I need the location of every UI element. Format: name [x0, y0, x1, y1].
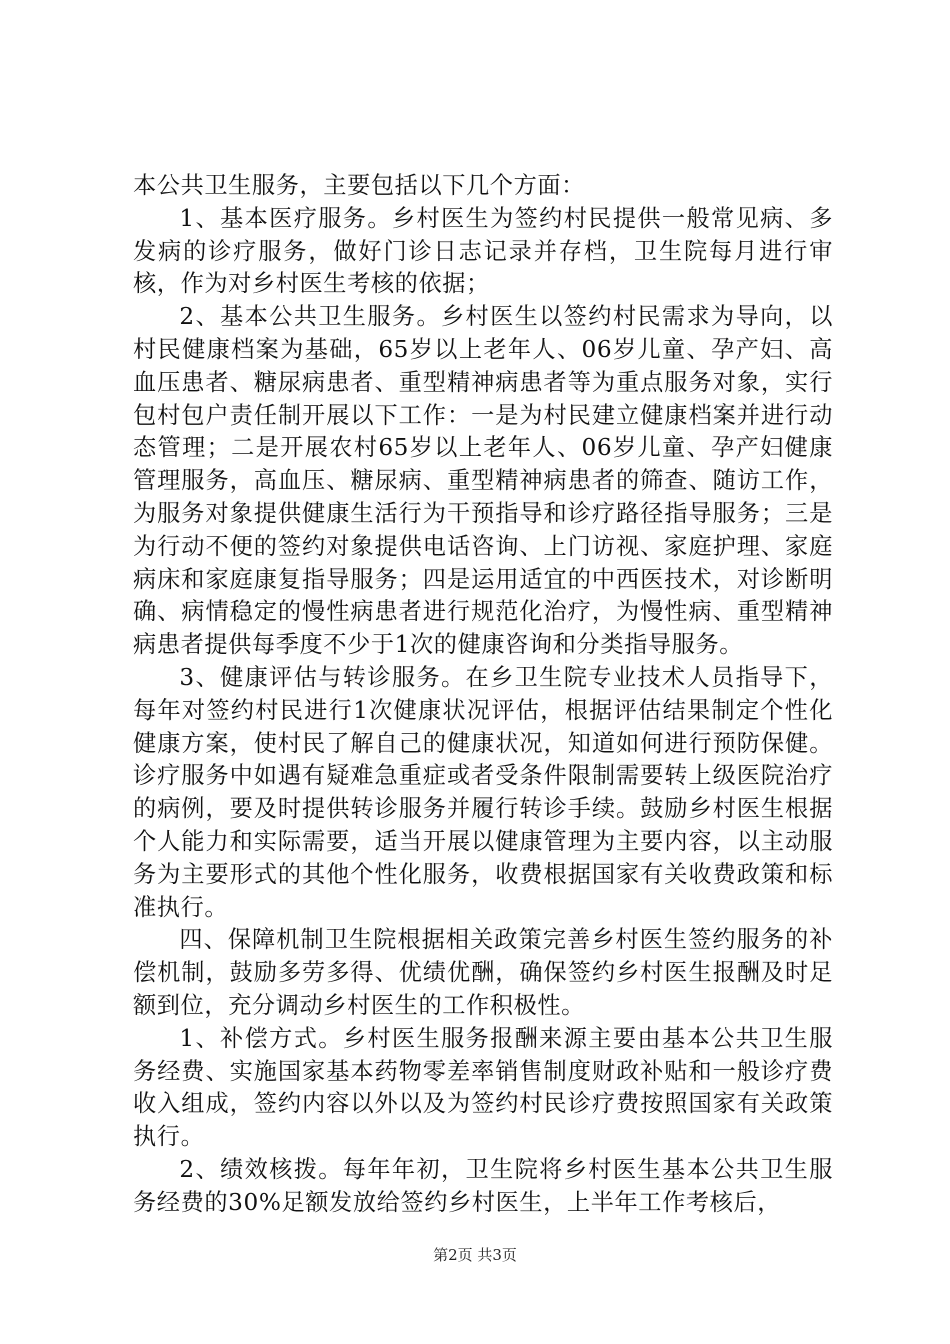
- paragraph-intro: 本公共卫生服务，主要包括以下几个方面：: [133, 172, 585, 199]
- page-footer: 第2页 共3页: [433, 1246, 517, 1264]
- document-body: [133, 170, 833, 1220]
- paragraph-compensation: 1、补偿方式。乡村医生服务报酬来源主要由基本公共卫生服务经费、实施国家基本药物零差率销售制度财政补贴和一般诊疗费收入组成，签约内容以外以及为签约村民诊疗费按照国家有关政策执行。: [133, 1024, 833, 1151]
- paragraph-guarantee-mechanism: 四、保障机制卫生院根据相关政策完善乡村医生签约服务的补偿机制，鼓励多劳多得、优绩优酬，确保签约乡村医生报酬及时足额到位，充分调动乡村医生的工作积极性。: [133, 926, 833, 1019]
- paragraph-public-health: 2、基本公共卫生服务。乡村医生以签约村民需求为导向，以村民健康档案为基础，65岁以上老年人、06岁儿童、孕产妇、高血压患者、糖尿病患者、重型精神病患者等为重点服务对象，实行包村包户责任制开展以下工作：一是为村民建立健康档案并进行动态管理；二是开展农村65岁以上老年人、06岁儿童、孕产妇健康管理服务，高血压、糖尿病、重型精神病患者的筛查、随访工作，为服务对象提供健康生活行为干预指导和诊疗路径指导服务；三是为行动不便的签约对象提供电话咨询、上门访视、家庭护理、家庭病床和家庭康复指导服务；四是运用适宜的中西医技术，对诊断明确、病情稳定的慢性病患者进行规范化治疗，为慢性病、重型精神病患者提供每季度不少于1次的健康咨询和分类指导服务。: [133, 303, 833, 659]
- paragraph-performance: 2、绩效核拨。每年年初，卫生院将乡村医生基本公共卫生服务经费的30%足额发放给签约乡村医生，上半年工作考核后，: [133, 1155, 833, 1216]
- paragraph-health-assessment: 3、健康评估与转诊服务。在乡卫生院专业技术人员指导下，每年对签约村民进行1次健康状况评估，根据评估结果制定个性化健康方案，使村民了解自己的健康状况，知道如何进行预防保健。诊疗服务中如遇有疑难急重症或者受条件限制需要转上级医院治疗的病例，要及时提供转诊服务并履行转诊手续。鼓励乡村医生根据个人能力和实际需要，适当开展以健康管理为主要内容，以主动服务为主要形式的其他个性化服务，收费根据国家有关收费政策和标准执行。: [133, 663, 833, 921]
- paragraph-basic-medical: 1、基本医疗服务。乡村医生为签约村民提供一般常见病、多发病的诊疗服务，做好门诊日志记录并存档，卫生院每月进行审核，作为对乡村医生考核的依据；: [133, 204, 833, 298]
